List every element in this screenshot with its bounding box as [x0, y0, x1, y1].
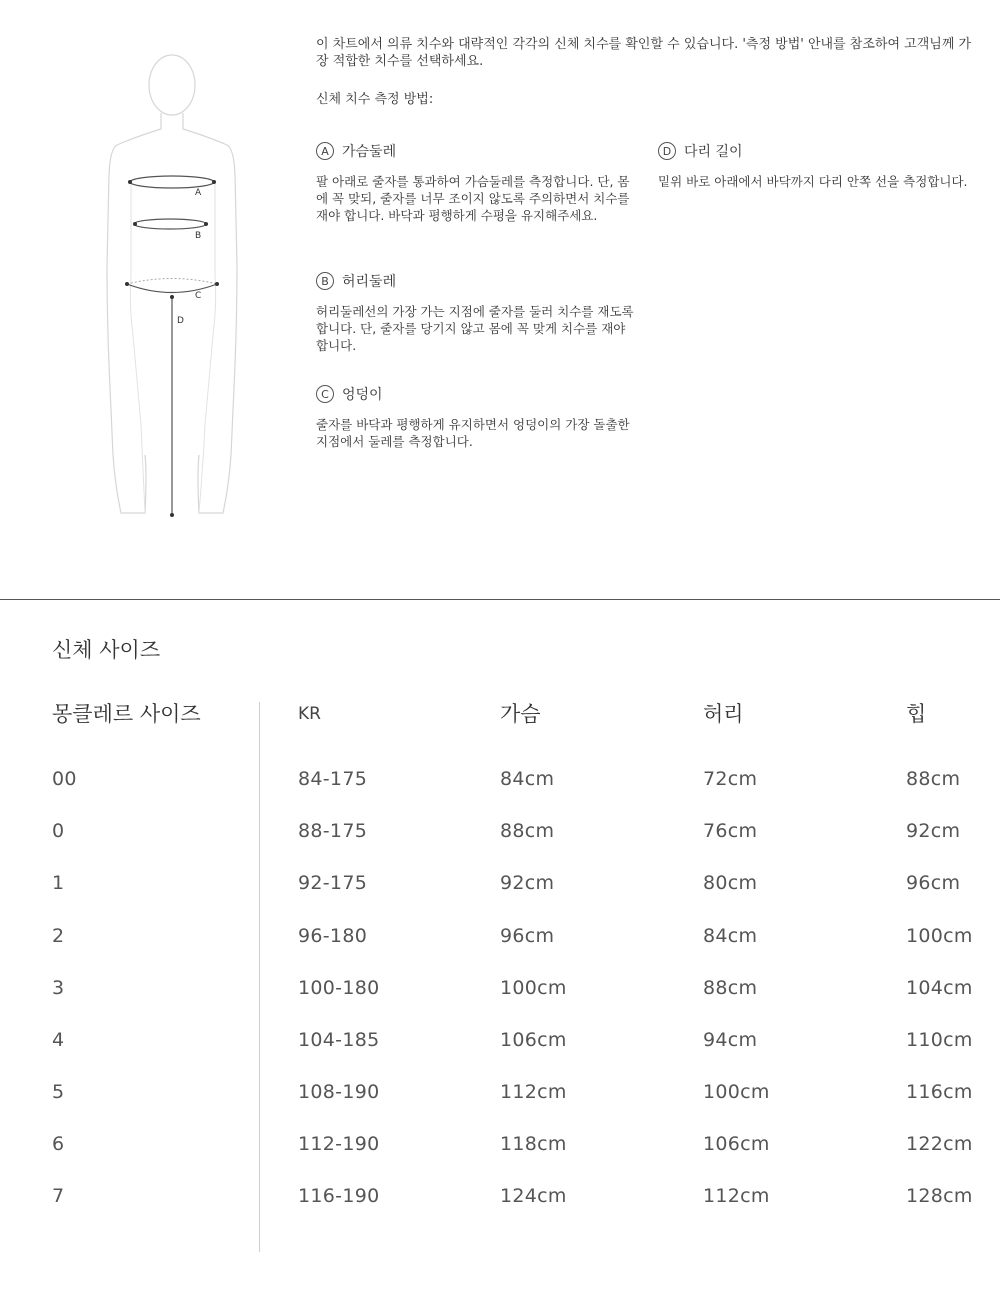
cell-waist: 88cm: [703, 977, 758, 999]
measure-description: 허리둘레선의 가장 가는 지점에 줄자를 둘러 치수를 재도록 합니다. 단, 줄자를 당기지 않고 몸에 꼭 맞게 치수를 재야 합니다.: [316, 304, 634, 353]
cell-hip: 92cm: [906, 820, 961, 842]
figure-label-d: D: [177, 316, 184, 326]
cell-moncler-size: 2: [52, 925, 65, 947]
section-title: 신체 사이즈: [52, 638, 161, 662]
cell-moncler-size: 4: [52, 1029, 65, 1051]
measure-title: 가슴둘레: [342, 144, 397, 160]
figure-label-a: A: [195, 188, 202, 198]
table-column-divider: [259, 702, 260, 1252]
cell-moncler-size: 7: [52, 1185, 65, 1207]
circle-letter-a-icon: A: [316, 142, 334, 160]
measure-title: 엉덩이: [342, 387, 383, 403]
circle-letter-c-icon: C: [316, 385, 334, 403]
cell-waist: 80cm: [703, 872, 758, 894]
cell-kr: 116-190: [298, 1185, 380, 1207]
cell-waist: 112cm: [703, 1185, 770, 1207]
measure-description: 팔 아래로 줄자를 통과하여 가슴둘레를 측정합니다. 단, 몸에 꼭 맞되, 줄자를 너무 조이지 않도록 주의하면서 치수를 재야 합니다. 바닥과 평행하게 수평을 유지해주세요.: [316, 174, 630, 223]
cell-hip: 128cm: [906, 1185, 973, 1207]
cell-chest: 96cm: [500, 925, 555, 947]
how-to-measure-title: 신체 치수 측정 방법:: [316, 92, 434, 107]
measure-description: 밑위 바로 아래에서 바닥까지 다리 안쪽 선을 측정합니다.: [658, 174, 968, 189]
intro-text: 이 차트에서 의류 치수와 대략적인 각각의 신체 치수를 확인할 수 있습니다. '측정 방법' 안내를 참조하여 고객님께 가장 적합한 치수를 선택하세요.: [316, 37, 972, 69]
cell-hip: 110cm: [906, 1029, 973, 1051]
cell-hip: 116cm: [906, 1081, 973, 1103]
header-moncler-size: 몽클레르 사이즈: [52, 702, 201, 726]
cell-chest: 124cm: [500, 1185, 567, 1207]
cell-kr: 108-190: [298, 1081, 380, 1103]
cell-waist: 84cm: [703, 925, 758, 947]
measure-title: 다리 길이: [684, 144, 743, 160]
header-chest: 가슴: [500, 702, 541, 726]
cell-kr: 92-175: [298, 872, 368, 894]
measure-item-leg: [658, 141, 968, 190]
cell-moncler-size: 3: [52, 977, 65, 999]
figure-label-b: B: [195, 231, 202, 241]
header-waist: 허리: [703, 702, 744, 726]
body-figure-illustration: [95, 45, 255, 525]
cell-moncler-size: 0: [52, 820, 65, 842]
cell-waist: 76cm: [703, 820, 758, 842]
section-divider: [0, 599, 1000, 600]
cell-kr: 84-175: [298, 768, 368, 790]
cell-chest: 84cm: [500, 768, 555, 790]
measurement-guide: [0, 0, 1000, 600]
cell-waist: 106cm: [703, 1133, 770, 1155]
cell-waist: 94cm: [703, 1029, 758, 1051]
header-kr: KR: [298, 704, 321, 724]
cell-moncler-size: 1: [52, 872, 65, 894]
cell-chest: 112cm: [500, 1081, 567, 1103]
cell-waist: 72cm: [703, 768, 758, 790]
cell-hip: 122cm: [906, 1133, 973, 1155]
cell-kr: 112-190: [298, 1133, 380, 1155]
cell-hip: 88cm: [906, 768, 961, 790]
cell-hip: 96cm: [906, 872, 961, 894]
cell-chest: 88cm: [500, 820, 555, 842]
circle-letter-d-icon: D: [658, 142, 676, 160]
cell-moncler-size: 00: [52, 768, 77, 790]
measure-item-waist: [316, 271, 636, 354]
cell-hip: 100cm: [906, 925, 973, 947]
measure-item-hip: [316, 384, 636, 450]
measure-title: 허리둘레: [342, 274, 397, 290]
figure-label-c: C: [195, 291, 202, 301]
header-hip: 힙: [906, 702, 927, 726]
cell-kr: 96-180: [298, 925, 368, 947]
circle-letter-b-icon: B: [316, 272, 334, 290]
cell-chest: 118cm: [500, 1133, 567, 1155]
cell-chest: 92cm: [500, 872, 555, 894]
cell-kr: 104-185: [298, 1029, 380, 1051]
cell-chest: 106cm: [500, 1029, 567, 1051]
cell-chest: 100cm: [500, 977, 567, 999]
cell-moncler-size: 6: [52, 1133, 65, 1155]
cell-hip: 104cm: [906, 977, 973, 999]
measure-description: 줄자를 바닥과 평행하게 유지하면서 엉덩이의 가장 돌출한 지점에서 둘레를 측정합니다.: [316, 417, 630, 449]
cell-waist: 100cm: [703, 1081, 770, 1103]
measure-item-chest: [316, 141, 636, 224]
cell-moncler-size: 5: [52, 1081, 65, 1103]
cell-kr: 100-180: [298, 977, 380, 999]
cell-kr: 88-175: [298, 820, 368, 842]
